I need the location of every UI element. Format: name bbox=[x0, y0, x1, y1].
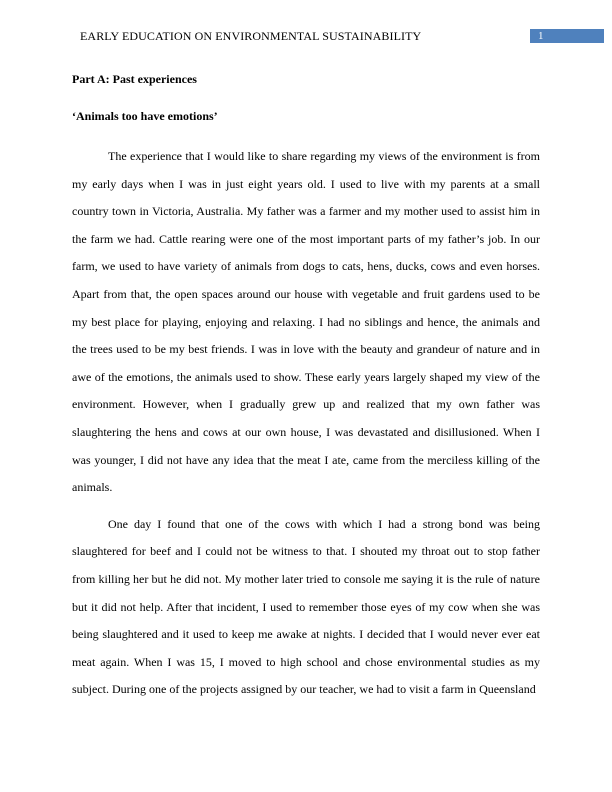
document-body bbox=[72, 69, 540, 713]
running-head: EARLY EDUCATION ON ENVIRONMENTAL SUSTAINABILITY bbox=[80, 29, 422, 43]
paragraph-1: The experience that I would like to share regarding my views of the environment is from my early days when I was in just eight years old. I used to live with my parents at a small country town in Victoria, Australia. My father was a farmer and my mother used to assist him in the farm we had. Cattle rearing were one of the most important parts of my father’s job. In our farm, we used to have variety of animals from dogs to cats, hens, ducks, cows and even horses. Apart from that, the open spaces around our house with vegetable and fruit gardens used to be my best place for playing, enjoying and relaxing. I had no siblings and hence, the animals and the trees used to be my best friends. I was in love with the beauty and grandeur of nature and in awe of the emotions, the animals used to show. These early years largely shaped my view of the environment. However, when I gradually grew up and realized that my own father was slaughtering the hens and cows at our own house, I was devastated and disillusioned. When I was younger, I did not have any idea that the meat I ate, came from the merciless killing of the animals. bbox=[72, 149, 540, 495]
page-number: 1 bbox=[530, 29, 604, 43]
paragraph-2: One day I found that one of the cows with which I had a strong bond was being slaughtered for beef and I could not be witness to that. I shouted my throat out to stop father from killing her but he did not. My mother later tried to console me saying it is the rule of nature but it did not help. After that incident, I used to remember those eyes of my cow when she was being slaughtered and it used to keep me awake at nights. I decided that I would never ever eat meat again. When I was 15, I moved to high school and chose environmental studies as my subject. During one of the projects assigned by our teacher, we had to visit a farm in Queensland bbox=[72, 516, 540, 697]
section-subtitle: ‘Animals too have emotions’ bbox=[72, 109, 218, 123]
section-title: Part A: Past experiences bbox=[72, 72, 197, 86]
